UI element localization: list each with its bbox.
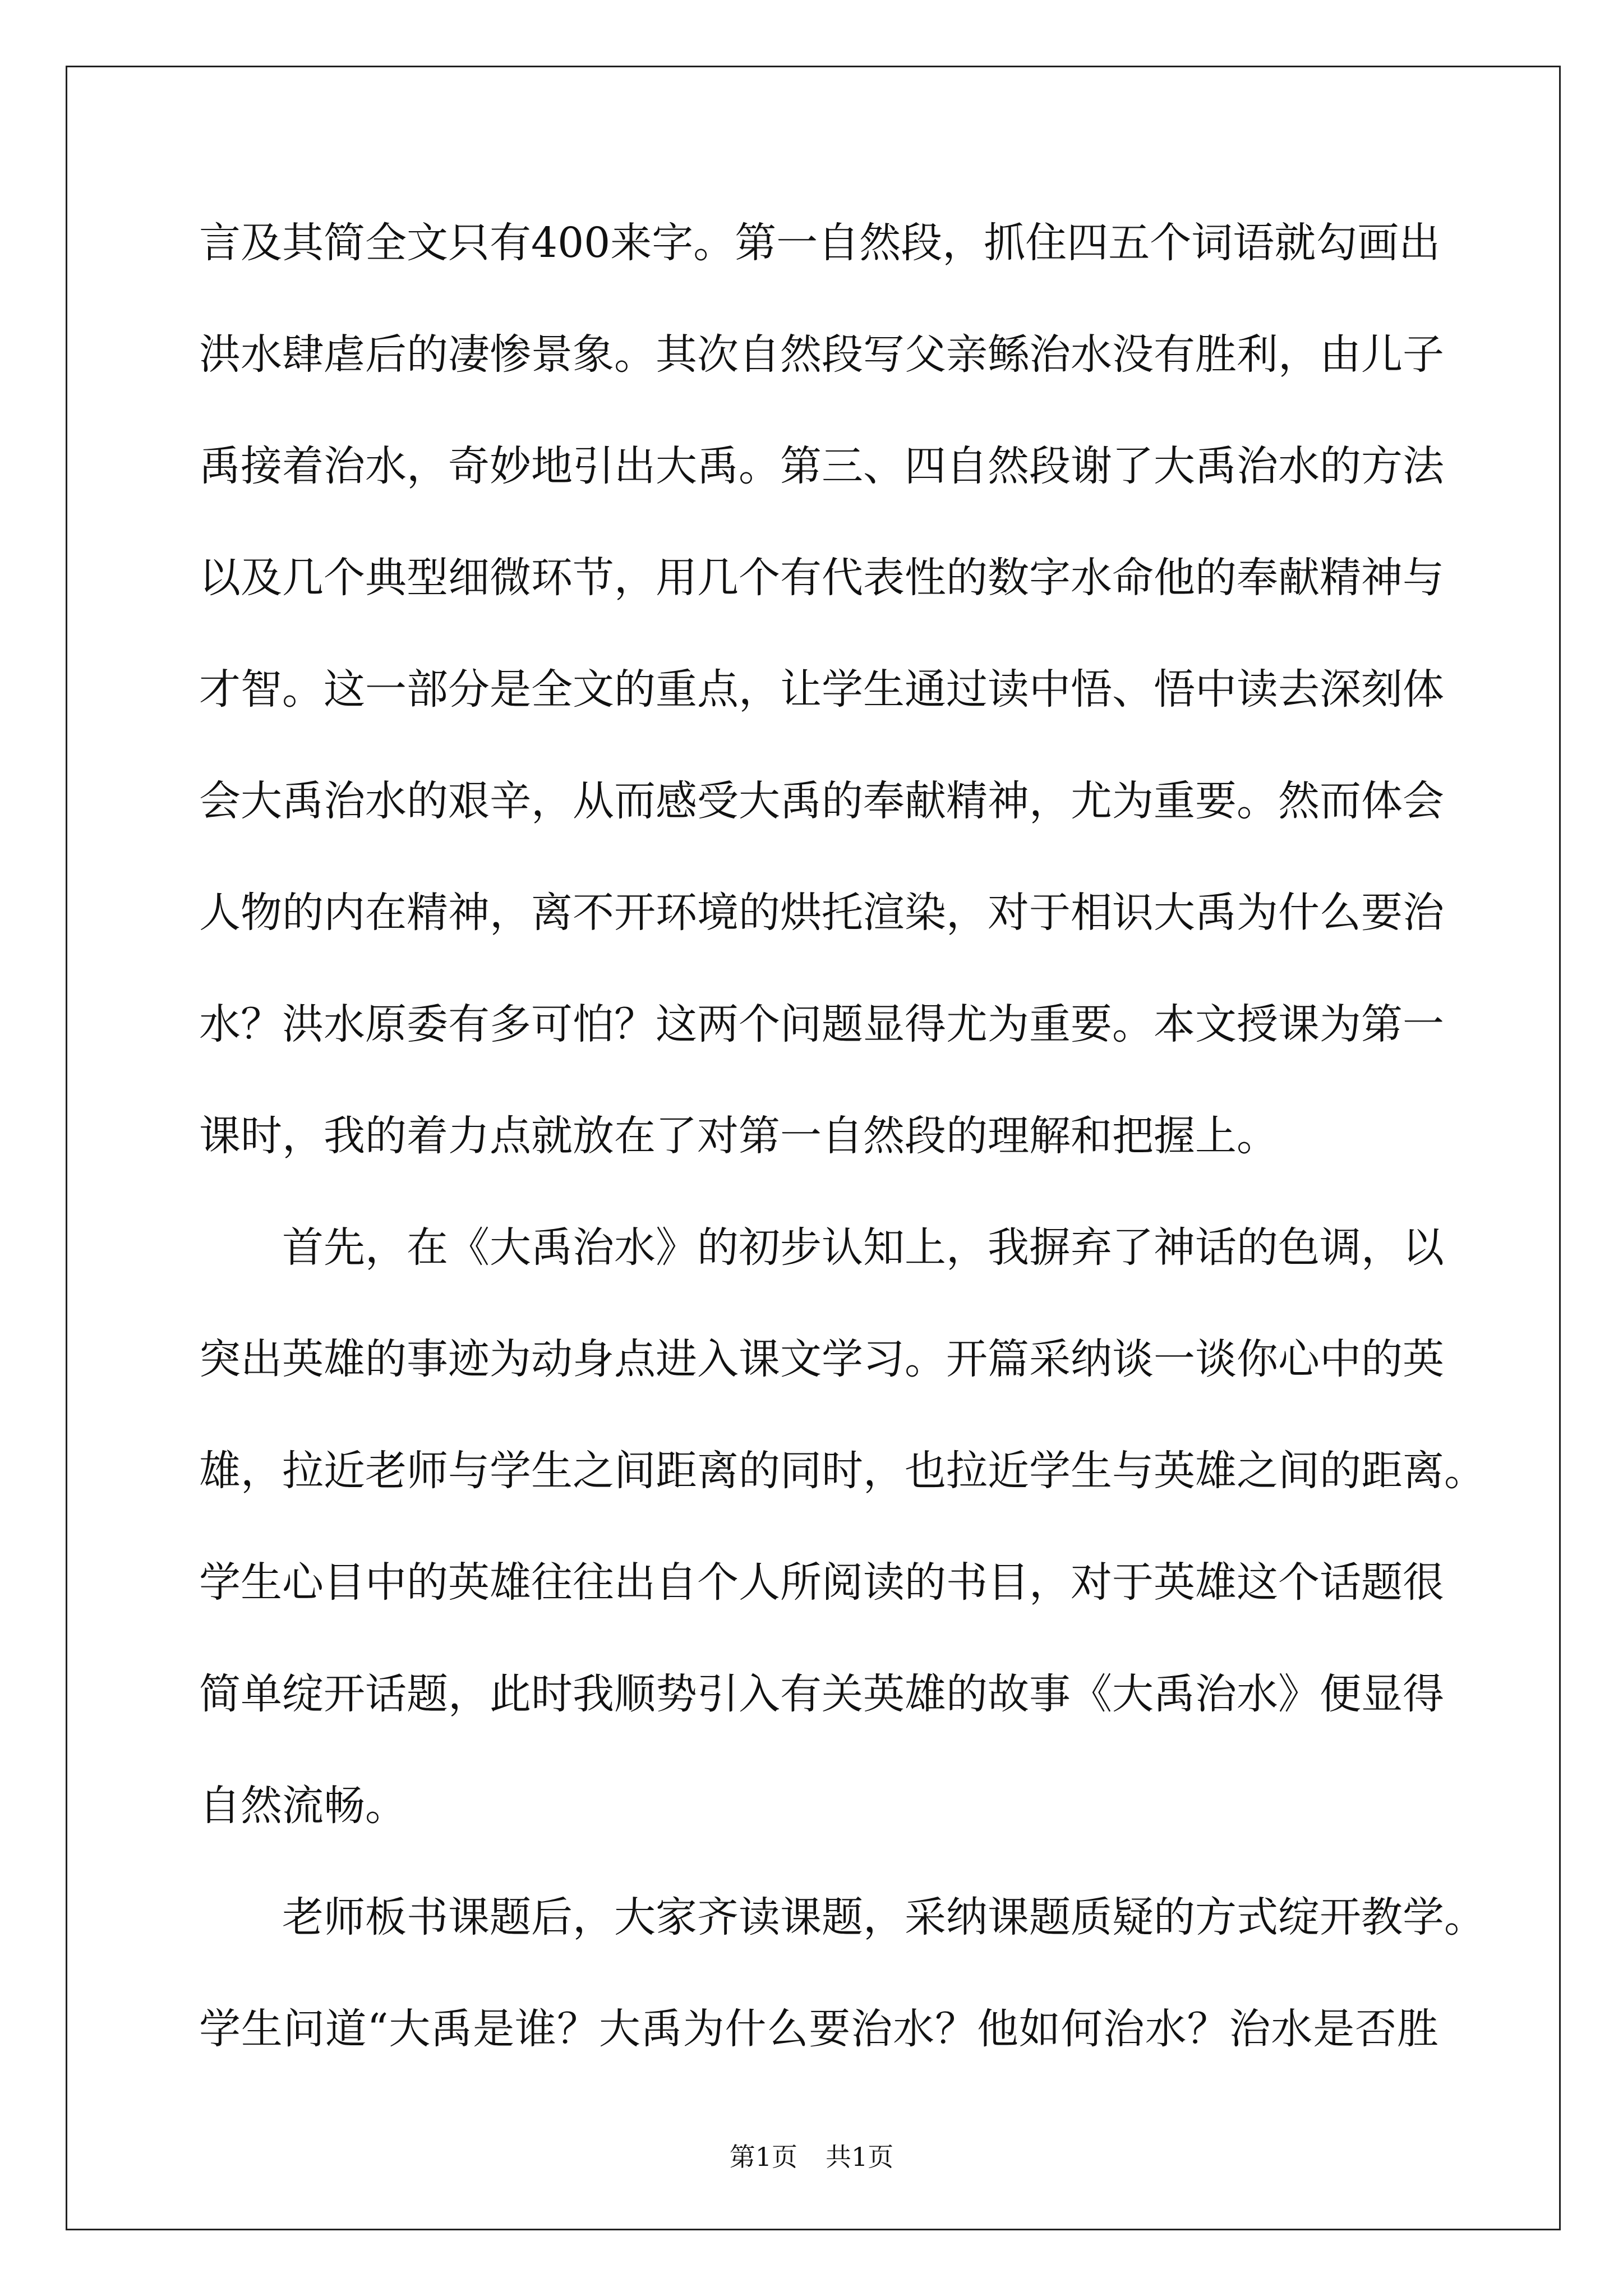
text-line-7: 人物的内在精神，离不开环境的烘托渲染，对于相识大禹为什么要治 (199, 889, 1444, 937)
text-line-11: 突出英雄的事迹为动身点进入课文学习。开篇采纳谈一谈你心中的英 (199, 1335, 1444, 1383)
text-line-15: 自然流畅。 (199, 1782, 407, 1830)
text-line-12: 雄，拉近老师与学生之间距离的同时，也拉近学生与英雄之间的距离。 (199, 1447, 1486, 1495)
page-total: 共1页 (826, 2142, 894, 2172)
text-line-9: 课时，我的着力点就放在了对第一自然段的理解和把握上。 (199, 1112, 1278, 1160)
text-line-4: 以及几个典型细微环节，用几个有代表性的数字水命他的奉献精神与 (199, 554, 1444, 602)
text-line-2: 洪水肆虐后的凄惨景象。其次自然段写父亲鲧治水没有胜利，由儿子 (199, 330, 1444, 379)
text-line-10: 首先，在《大禹治水》的初步认知上，我摒弃了神话的色调，以 (199, 1223, 1444, 1272)
text-line-5: 才智。这一部分是全文的重点，让学生通过读中悟、悟中读去深刻体 (199, 665, 1444, 714)
text-line-13: 学生心目中的英雄往往出自个人所阅读的书目，对于英雄这个话题很 (199, 1558, 1444, 1607)
text-line-17: 学生问道“大禹是谁？大禹为什么要治水？他如何治水？治水是否胜 (199, 2005, 1438, 2053)
text-line-14: 简单绽开话题，此时我顺势引入有关英雄的故事《大禹治水》便显得 (199, 1670, 1444, 1718)
text-line-3: 禹接着治水，奇妙地引出大禹。第三、四自然段谢了大禹治水的方法 (199, 442, 1444, 490)
text-line-1: 言及其简全文只有400来字。第一自然段，抓住四五个词语就勾画出 (199, 219, 1441, 267)
page-footer (0, 2140, 1623, 2174)
page-number: 第1页 (729, 2142, 797, 2172)
text-line-8: 水？洪水原委有多可怕？这两个问题显得尤为重要。本文授课为第一 (199, 1000, 1444, 1048)
text-line-6: 会大禹治水的艰辛，从而感受大禹的奉献精神，尤为重要。然而体会 (199, 777, 1444, 825)
text-line-16: 老师板书课题后，大家齐读课题，采纳课题质疑的方式绽开教学。 (199, 1893, 1486, 1941)
